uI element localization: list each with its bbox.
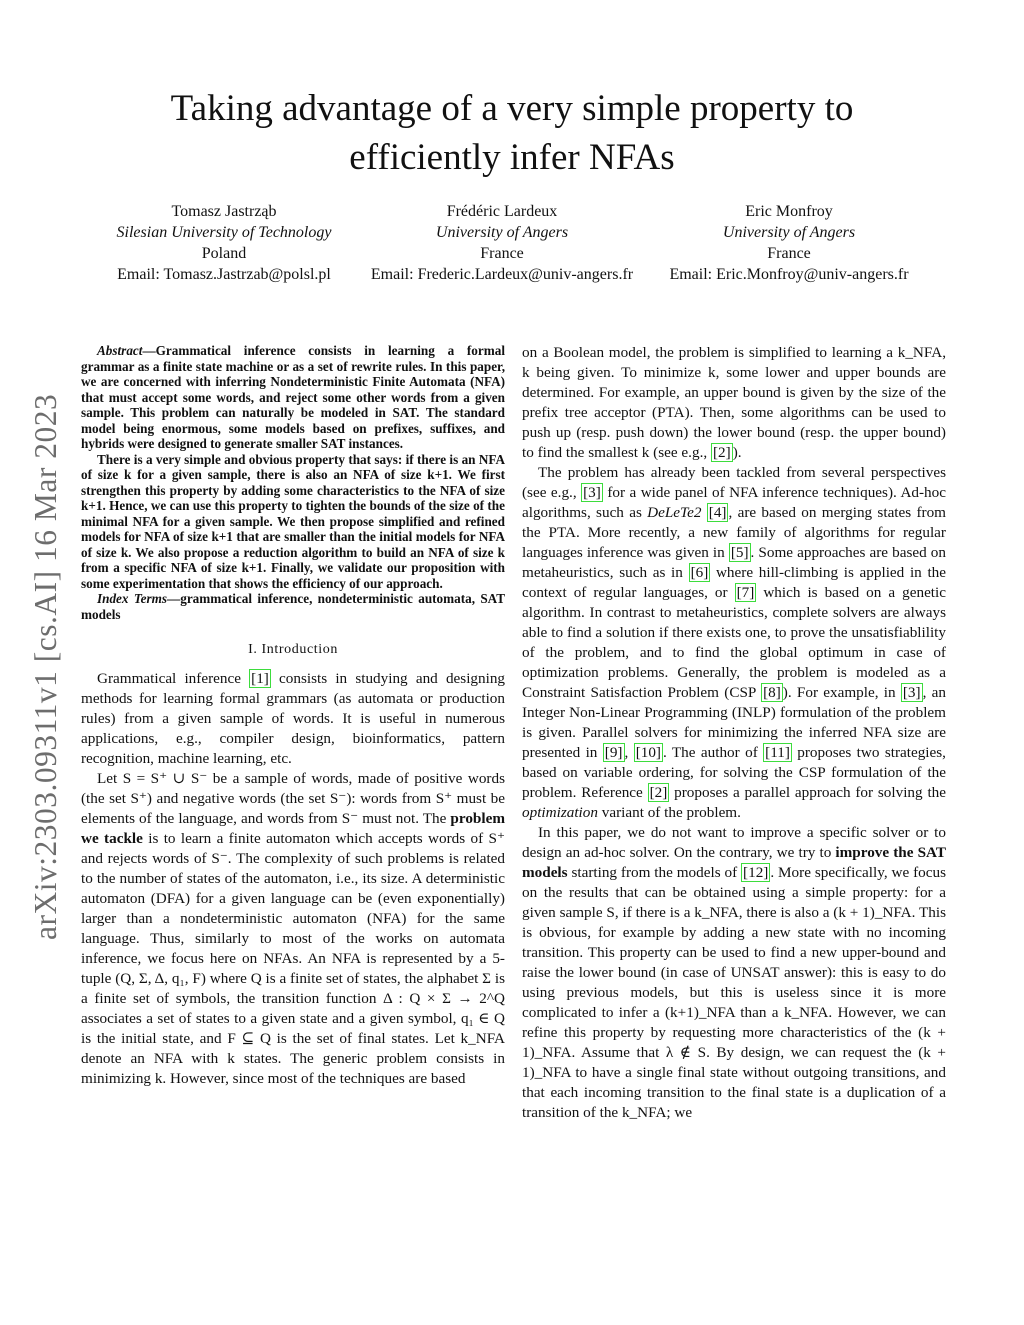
author-country: France xyxy=(767,245,811,262)
citation-link[interactable]: [3] xyxy=(583,484,601,501)
right-paragraph-2: The problem has already been tackled from several perspectives (see e.g., [3] for a wide panel of NFA inference techniques). Ad-hoc algorithms, such as DeLeTe2 [4] , are based on merging states from the PTA. More recently, a new family of algorithms for regular languages inference was given in [5] . Some approaches are based on metaheuristics, such as in [6] where hill-climbing is applied in the context of regular languages, or [7] which is based on a genetic algorithm. In contrast to metaheuristics, complete solvers are always able to find a solution if there exists one, to prove the unsatisfiablility of the problem, and to find the global optimum in case of optimization problems. Generally, the problem is modeled as a Constraint Satisfaction Problem (CSP [8] ). For example, in [3] , an Integer Non-Linear Programming (INLP) formulation of the problem is given. Parallel solvers for minimizing the inferred NFA size are presented in [9] , [10] . The author of [11] proposes two strategies, based on variable ordering, for solving the CSP formulation of the problem. Reference [2] proposes a parallel approach for solving the optimization variant of the problem. xyxy=(522,464,946,821)
text-run: Grammatical inference xyxy=(97,670,250,687)
right-column xyxy=(522,343,946,1123)
citation-link[interactable]: [8] xyxy=(763,684,781,701)
abstract-paragraph-1 xyxy=(81,343,505,452)
abstract xyxy=(81,343,505,622)
text-run: . The author of xyxy=(663,744,764,761)
abstract-label: Abstract xyxy=(97,343,143,358)
text-run: consists in studying and designing methods for learning formal grammars (as automata or production rules) from a given sample of words. It is useful in numerous applications, e.g., compiler design, bioinformatics, pattern recognition, machine learning, etc. xyxy=(81,670,506,767)
author-name: Eric Monfroy xyxy=(745,203,833,220)
abstract-paragraph-2: There is a very simple and obvious property that says: if there is an NFA of size k for a given sample, there is also an NFA of size k+1. We first strengthen this property by adding some characteristics to the NFA of size k+1. Hence, we can use this property to tighten the bounds of the size of the minimal NFA for a given sample. We then propose simplified and refined models for NFA of size k+1 that are smaller than the initial models for NFA of size k. We also propose a reduction algorithm to build an NFA of size k from a specific NFA of size k+1. Finally, we validate our proposition with some experimentation that shows the efficiency of our approach. xyxy=(81,451,505,591)
citation-link[interactable]: [3] xyxy=(902,684,921,701)
index-terms xyxy=(81,591,505,622)
author-email: Email: Frederic.Lardeux@univ-angers.fr xyxy=(370,266,634,283)
citation-link[interactable]: [6] xyxy=(690,564,709,581)
text-run: on a Boolean model, the problem is simplified to learning a k_NFA, k being given. To minimize k, some lower and upper bounds are determined. For example, an upper bound is given by the size of the prefix tree acceptor (PTA). Then, some algorithms can be used to push up (resp. push down) the lower bound (resp. the upper bound) to find the smallest k (see e.g., xyxy=(522,344,946,461)
citation-link[interactable]: [2] xyxy=(649,784,668,801)
text-run: Let S = S⁺ ∪ S⁻ be a sample of words, made of positive words (the set S⁺) and negative words (the set S⁻): words from S⁺ must be elements of the language, and words from S⁻ must not. The xyxy=(81,770,505,827)
right-paragraph-3 xyxy=(522,823,946,1123)
text-run: proposes a parallel approach for solving the xyxy=(669,784,946,801)
text-run: , an Integer Non-Linear Programming (INLP) formulation of the problem is given. Parallel solvers for minimizing the inferred NFA size are presented in xyxy=(522,684,946,761)
author-block-3 xyxy=(658,201,920,285)
citation-link[interactable]: [10] xyxy=(635,744,661,761)
text-run: is to learn a finite automaton which accepts words of S⁺ and rejects words of S⁻. The complexity of such problems is related to the number of states of the automaton, i.e., its size. A deterministic automaton (DFA) for a given language can be (even exponentially) larger than a nondeterministic automaton (NFA) for the same language. Thus, similarly to most of the works on automata inference, we focus here on NFAs. An NFA is represented by a 5-tuple (Q, Σ, Δ, q₁, F) where Q is a finite set of states, the alphabet Σ is a finite set of symbols, the transition function Δ : Q × Σ → 2^Q associates a set of states to a given state and a given symbol, q₁ ∈ Q is the initial state, and F ⊆ Q is the set of final states. Let k_NFA denote an NFA with k states. The generic problem consists in minimizing k. However, since most of the techniques are based xyxy=(81,830,505,1087)
text-run: which is based on a genetic algorithm. In contrast to metaheuristics, complete solvers are always able to find a solution if there exists one, to prove the unsatisfiablility of the problem, and to find the global optimum in case of optimization problems. Generally, the problem is modeled as a Constraint Satisfaction Problem (CSP xyxy=(522,584,946,701)
text-run: ). xyxy=(732,444,742,461)
author-block-2 xyxy=(362,201,642,285)
text-run: variant of the problem. xyxy=(597,804,741,821)
text-run: . More specifically, we focus on the results that can be obtained using a simple property: for a given sample S, if there is a k_NFA, there is also a (k + 1)_NFA. This is obvious, for example by adding a new state with no incoming transition. This property can be used to find a new upper-bound and raise the lower bound (in case of UNSAT answer): this is easy to do using previous models, but this is useless since it is more complicated to infer a (k+1)_NFA than a k_NFA. However, we can refine this property by requesting more characteristics of the (k + 1)_NFA. Assume that λ ∉ S. By design, we can request the (k + 1)_NFA to have a single final state without outgoing transitions, and that each incoming transition to the final state is a duplication of a transition of the k_NFA; we xyxy=(522,864,947,1121)
text-run: where hill-climbing is applied in the context of regular languages, or xyxy=(522,564,946,601)
citation-link[interactable]: [1] xyxy=(251,670,269,687)
text-run: In this paper, we do not want to improve a specific solver or to design an ad-hoc solver. On the contrary, we try to xyxy=(522,824,946,861)
section-heading: I. Introduction xyxy=(248,642,338,657)
intro-paragraph-1 xyxy=(81,669,505,769)
text-run: proposes two strategies, based on variable ordering, for solving the CSP formulation of the problem. Reference xyxy=(522,744,946,801)
citation-link[interactable]: [5] xyxy=(730,544,749,561)
title-line-1: Taking advantage of a very simple property to xyxy=(170,88,854,129)
author-email: Email: Tomasz.Jastrzab@polsl.pl xyxy=(117,266,331,283)
citation-link[interactable]: [12] xyxy=(743,864,769,881)
right-paragraph-1 xyxy=(522,343,946,463)
bold-phrase: problem we tackle xyxy=(81,810,505,847)
index-terms-text: —grammatical inference, nondeterministic automata, SAT models xyxy=(81,591,505,622)
text-run: for a wide panel of NFA inference techniques). Ad-hoc algorithms, such as xyxy=(522,484,946,521)
text-run: . Some approaches are based on metaheuristics, such as in xyxy=(522,544,946,581)
bold-phrase: improve the SAT models xyxy=(522,844,946,881)
author-affiliation: Silesian University of Technology xyxy=(116,224,332,241)
citation-link[interactable]: [9] xyxy=(604,744,623,761)
author-affiliation: University of Angers xyxy=(435,224,569,241)
text-run: , are based on merging states from the PTA. More recently, a new family of algorithms for regular languages inference was given in xyxy=(522,504,946,561)
left-column xyxy=(81,343,505,1089)
text-run: starting from the models of xyxy=(567,864,742,881)
author-name: Tomasz Jastrząb xyxy=(171,203,277,220)
author-name: Frédéric Lardeux xyxy=(446,203,558,220)
citation-link[interactable]: [11] xyxy=(765,744,790,761)
author-country: Poland xyxy=(201,245,247,262)
algorithm-name: DeLeTe2 xyxy=(647,504,702,521)
text-run: ). For example, in xyxy=(782,684,901,701)
citation-link[interactable]: [7] xyxy=(736,584,755,601)
title-line-2: efficiently infer NFAs xyxy=(349,137,675,178)
abstract-text-1: —Grammatical inference consists in learning a formal grammar as a finite state machine or as a set of rewrite rules. In this paper, we are concerned with inferring Nondeterministic Finite Automata (NFA) that must accept some words, and reject some other words from a given sample. This problem can naturally be modeled in SAT. The standard model being enormous, some models based on prefixes, suffixes, and hybrids were designed to generate smaller SAT instances. xyxy=(81,343,505,451)
text-run: The problem has already been tackled from several perspectives (see e.g., xyxy=(522,464,946,501)
author-country: France xyxy=(480,245,524,262)
citation-link[interactable]: [2] xyxy=(712,444,731,461)
emphasis: optimization xyxy=(522,804,598,821)
author-affiliation: University of Angers xyxy=(722,224,856,241)
arxiv-identifier: arXiv:2303.09311v1 [cs.AI] 16 Mar 2023 xyxy=(28,393,63,940)
intro-paragraph-2 xyxy=(81,769,505,1089)
author-email: Email: Eric.Monfroy@univ-angers.fr xyxy=(669,266,909,283)
citation-link[interactable]: [4] xyxy=(708,504,727,521)
author-block-1 xyxy=(104,201,344,285)
index-terms-label: Index Terms xyxy=(97,591,168,606)
paper-title xyxy=(60,84,964,182)
